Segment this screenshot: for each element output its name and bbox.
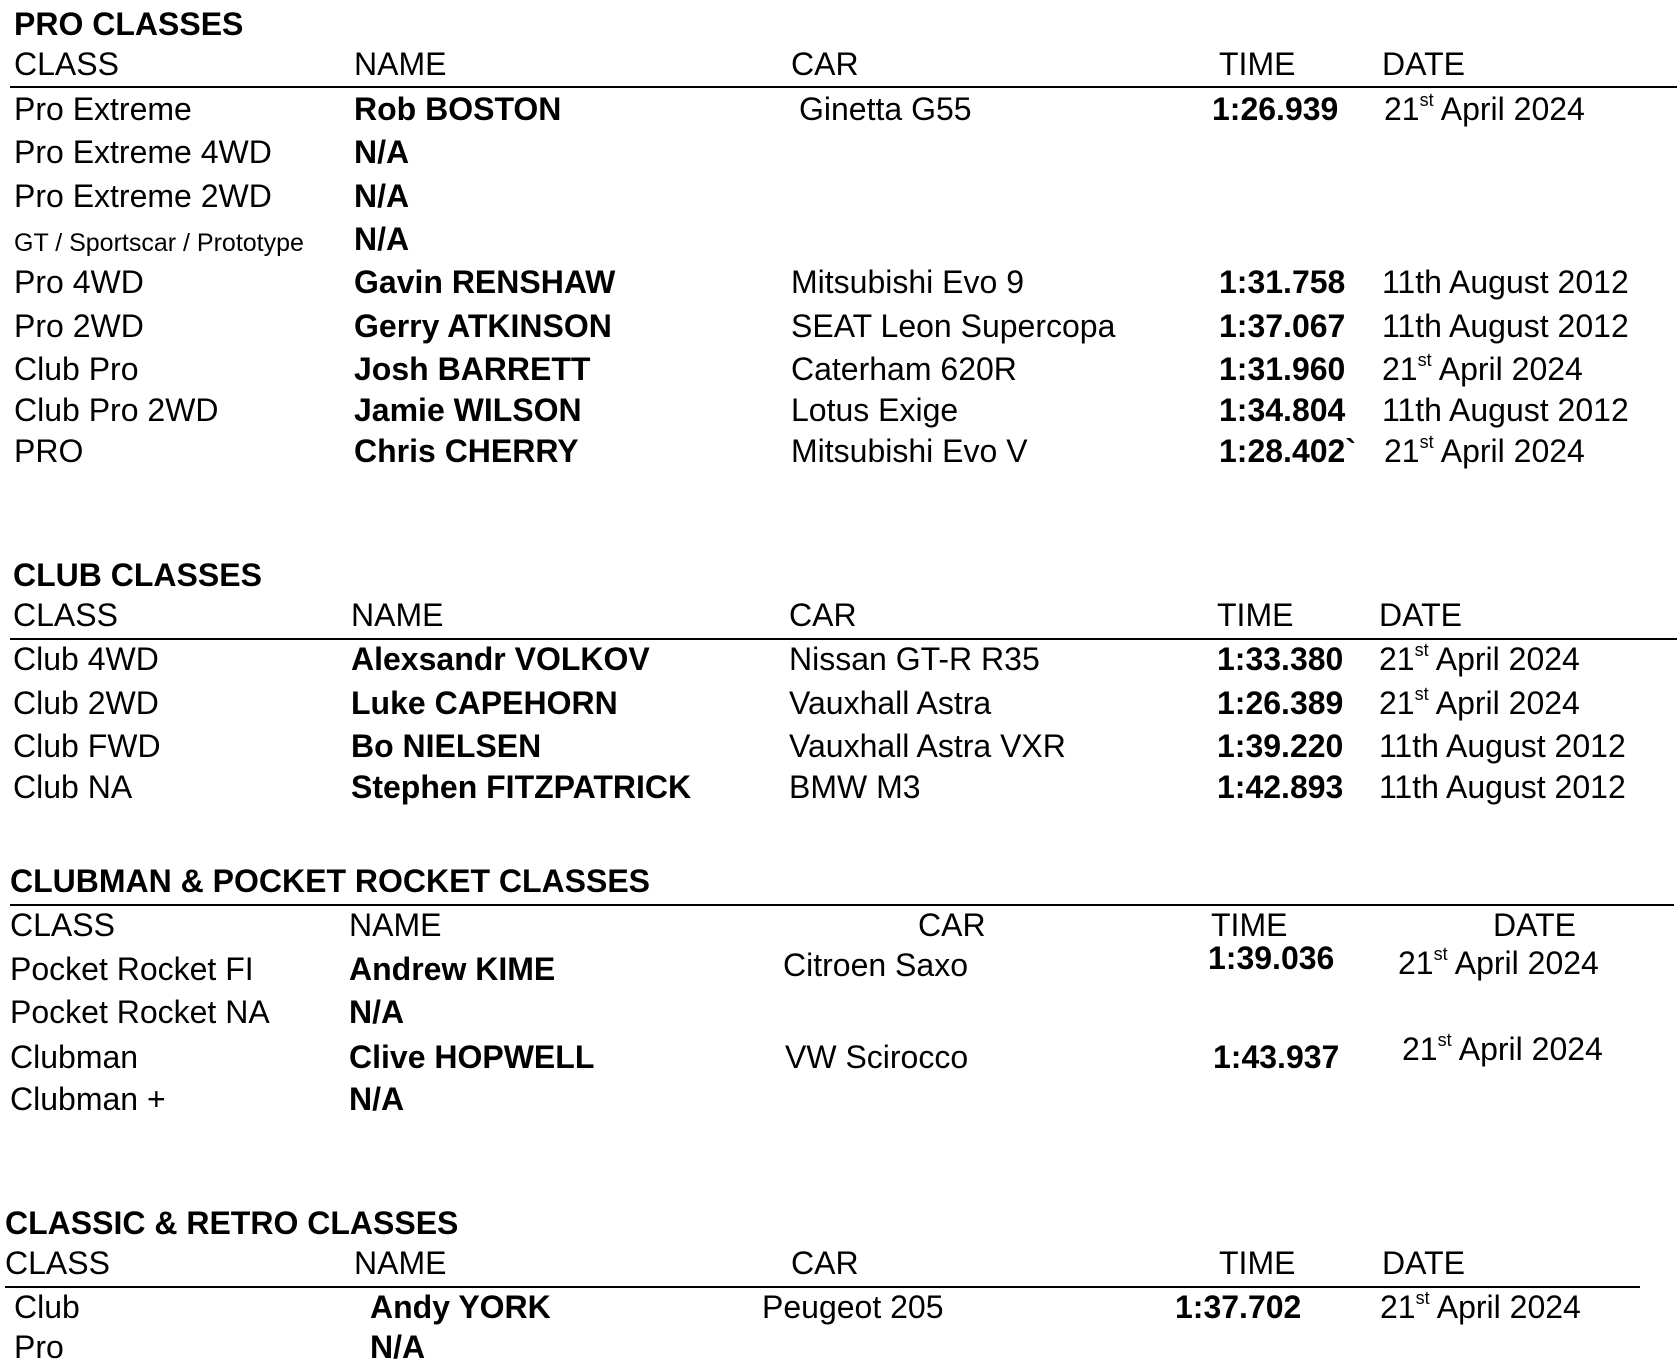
driver-name-cell: N/A	[354, 134, 410, 170]
class-cell: Club Pro	[14, 351, 139, 387]
date-ordinal-suffix: st	[1415, 1288, 1430, 1309]
date-ordinal-suffix: st	[1414, 684, 1429, 705]
driver-name-cell: Stephen FITZPATRICK	[351, 769, 692, 805]
column-header-time: TIME	[1219, 46, 1296, 82]
header-rule	[10, 86, 1677, 88]
lap-time-cell: 1:34.804	[1219, 392, 1346, 428]
date-rest: April 2024	[1447, 945, 1599, 981]
driver-name-cell: Josh BARRETT	[354, 351, 591, 387]
date-ordinal-suffix: st	[1419, 90, 1434, 111]
date-day: 21	[1380, 1289, 1416, 1325]
date-cell	[1380, 1290, 1581, 1324]
driver-name-cell: Andrew KIME	[349, 951, 556, 987]
date-cell	[1379, 642, 1580, 676]
date-cell	[1384, 434, 1585, 468]
date-ordinal-suffix: st	[1414, 640, 1429, 661]
class-cell: Pro 4WD	[14, 264, 144, 300]
date-day: 21	[1382, 351, 1418, 387]
lap-time-cell: 1:42.893	[1217, 769, 1344, 805]
section-title: CLASSIC & RETRO CLASSES	[5, 1205, 459, 1241]
date-ordinal-suffix: st	[1437, 1030, 1452, 1051]
column-header-class: CLASS	[5, 1245, 110, 1281]
section-title: PRO CLASSES	[14, 6, 244, 42]
class-cell: Pocket Rocket NA	[10, 994, 270, 1030]
column-header-name: NAME	[349, 907, 442, 943]
column-header-class: CLASS	[14, 46, 119, 82]
driver-name-cell: Clive HOPWELL	[349, 1039, 595, 1075]
class-cell: Pro Extreme 4WD	[14, 134, 272, 170]
column-header-date: DATE	[1382, 46, 1465, 82]
driver-name-cell: Alexsandr VOLKOV	[351, 641, 650, 677]
date-cell	[1382, 265, 1629, 299]
date-cell	[1382, 352, 1583, 386]
date-ordinal-suffix: st	[1419, 432, 1434, 453]
car-cell: Vauxhall Astra VXR	[789, 728, 1066, 764]
class-cell: Pro Extreme	[14, 91, 192, 127]
class-cell: GT / Sportscar / Prototype	[14, 229, 304, 257]
date-day: 21	[1384, 433, 1420, 469]
car-cell: Vauxhall Astra	[789, 685, 992, 721]
section-title: CLUBMAN & POCKET ROCKET CLASSES	[10, 863, 651, 899]
lap-time-cell: 1:37.702	[1175, 1289, 1302, 1325]
date-cell	[1402, 1032, 1603, 1066]
class-cell: Club FWD	[13, 728, 161, 764]
class-cell: PRO	[14, 433, 84, 469]
car-cell: Caterham 620R	[791, 351, 1017, 387]
lap-time-cell: 1:26.939	[1212, 91, 1339, 127]
date-rest: April 2024	[1433, 91, 1585, 127]
date-cell	[1379, 686, 1580, 720]
driver-name-cell: N/A	[349, 1081, 405, 1117]
date-cell	[1384, 92, 1585, 126]
date-rest: April 2024	[1429, 1289, 1581, 1325]
column-header-time: TIME	[1217, 597, 1294, 633]
class-cell: Club NA	[13, 769, 133, 805]
column-header-car: CAR	[791, 1245, 859, 1281]
driver-name-cell: Luke CAPEHORN	[351, 685, 618, 721]
car-cell: Citroen Saxo	[783, 947, 968, 983]
lap-time-cell: 1:39.220	[1217, 728, 1344, 764]
car-cell: Ginetta G55	[799, 91, 972, 127]
column-header-name: NAME	[351, 597, 444, 633]
car-cell: Nissan GT-R R35	[789, 641, 1040, 677]
lap-time-cell: 1:31.758	[1219, 264, 1346, 300]
lap-time-cell: 1:28.402`	[1219, 433, 1356, 469]
class-cell: Club 2WD	[13, 685, 159, 721]
date-cell	[1398, 946, 1599, 980]
date-rest: April 2024	[1451, 1031, 1603, 1067]
class-cell: Club	[14, 1289, 80, 1325]
column-header-car: CAR	[789, 597, 857, 633]
class-cell: Pocket Rocket FI	[10, 951, 254, 987]
header-rule	[10, 904, 1674, 906]
lap-time-cell: 1:31.960	[1219, 351, 1346, 387]
lap-time-cell: 1:37.067	[1219, 308, 1346, 344]
date-rest: April 2024	[1428, 641, 1580, 677]
column-header-date: DATE	[1379, 597, 1462, 633]
driver-name-cell: Gerry ATKINSON	[354, 308, 612, 344]
date-day: 21	[1398, 945, 1434, 981]
date-rest: 11th August 2012	[1382, 392, 1629, 428]
car-cell: Mitsubishi Evo V	[791, 433, 1028, 469]
date-cell	[1379, 729, 1626, 763]
date-rest: April 2024	[1433, 433, 1585, 469]
header-rule	[5, 1286, 1640, 1288]
date-cell	[1382, 309, 1629, 343]
driver-name-cell: Jamie WILSON	[354, 392, 582, 428]
car-cell: Lotus Exige	[791, 392, 959, 428]
driver-name-cell: Andy YORK	[370, 1289, 551, 1325]
date-day: 21	[1402, 1031, 1438, 1067]
car-cell: VW Scirocco	[785, 1039, 969, 1075]
date-cell	[1379, 770, 1626, 804]
column-header-car: CAR	[791, 46, 859, 82]
date-day: 21	[1384, 91, 1420, 127]
date-cell	[1382, 393, 1629, 427]
column-header-time: TIME	[1219, 1245, 1296, 1281]
car-cell: Mitsubishi Evo 9	[791, 264, 1024, 300]
column-header-date: DATE	[1493, 907, 1576, 943]
car-cell: Peugeot 205	[762, 1289, 944, 1325]
class-cell: Club 4WD	[13, 641, 159, 677]
date-ordinal-suffix: st	[1433, 944, 1448, 965]
date-rest: 11th August 2012	[1382, 264, 1629, 300]
date-day: 21	[1379, 641, 1415, 677]
column-header-time: TIME	[1211, 907, 1288, 943]
lap-time-cell: 1:33.380	[1217, 641, 1344, 677]
column-header-name: NAME	[354, 1245, 447, 1281]
driver-name-cell: Gavin RENSHAW	[354, 264, 616, 300]
lap-time-cell: 1:43.937	[1213, 1039, 1340, 1075]
date-rest: April 2024	[1431, 351, 1583, 387]
class-cell: Pro Extreme 2WD	[14, 178, 272, 214]
class-cell: Pro 2WD	[14, 308, 144, 344]
column-header-car: CAR	[918, 907, 986, 943]
class-cell: Clubman	[10, 1039, 139, 1075]
section-title: CLUB CLASSES	[13, 557, 262, 593]
date-rest: April 2024	[1428, 685, 1580, 721]
driver-name-cell: Bo NIELSEN	[351, 728, 542, 764]
class-cell: Clubman +	[10, 1081, 166, 1117]
date-rest: 11th August 2012	[1382, 308, 1629, 344]
date-rest: 11th August 2012	[1379, 728, 1626, 764]
driver-name-cell: Chris CHERRY	[354, 433, 579, 469]
date-day: 21	[1379, 685, 1415, 721]
date-ordinal-suffix: st	[1417, 350, 1432, 371]
lap-time-cell: 1:39.036	[1208, 940, 1335, 976]
car-cell: BMW M3	[789, 769, 921, 805]
driver-name-cell: Rob BOSTON	[354, 91, 562, 127]
column-header-class: CLASS	[10, 907, 115, 943]
lap-time-cell: 1:26.389	[1217, 685, 1344, 721]
class-cell: Club Pro 2WD	[14, 392, 219, 428]
column-header-date: DATE	[1382, 1245, 1465, 1281]
driver-name-cell: N/A	[354, 178, 410, 214]
column-header-class: CLASS	[13, 597, 118, 633]
column-header-name: NAME	[354, 46, 447, 82]
driver-name-cell: N/A	[354, 221, 410, 257]
car-cell: SEAT Leon Supercopa	[791, 308, 1116, 344]
date-rest: 11th August 2012	[1379, 769, 1626, 805]
driver-name-cell: N/A	[349, 994, 405, 1030]
driver-name-cell: N/A	[370, 1329, 426, 1365]
class-cell: Pro	[14, 1329, 64, 1365]
